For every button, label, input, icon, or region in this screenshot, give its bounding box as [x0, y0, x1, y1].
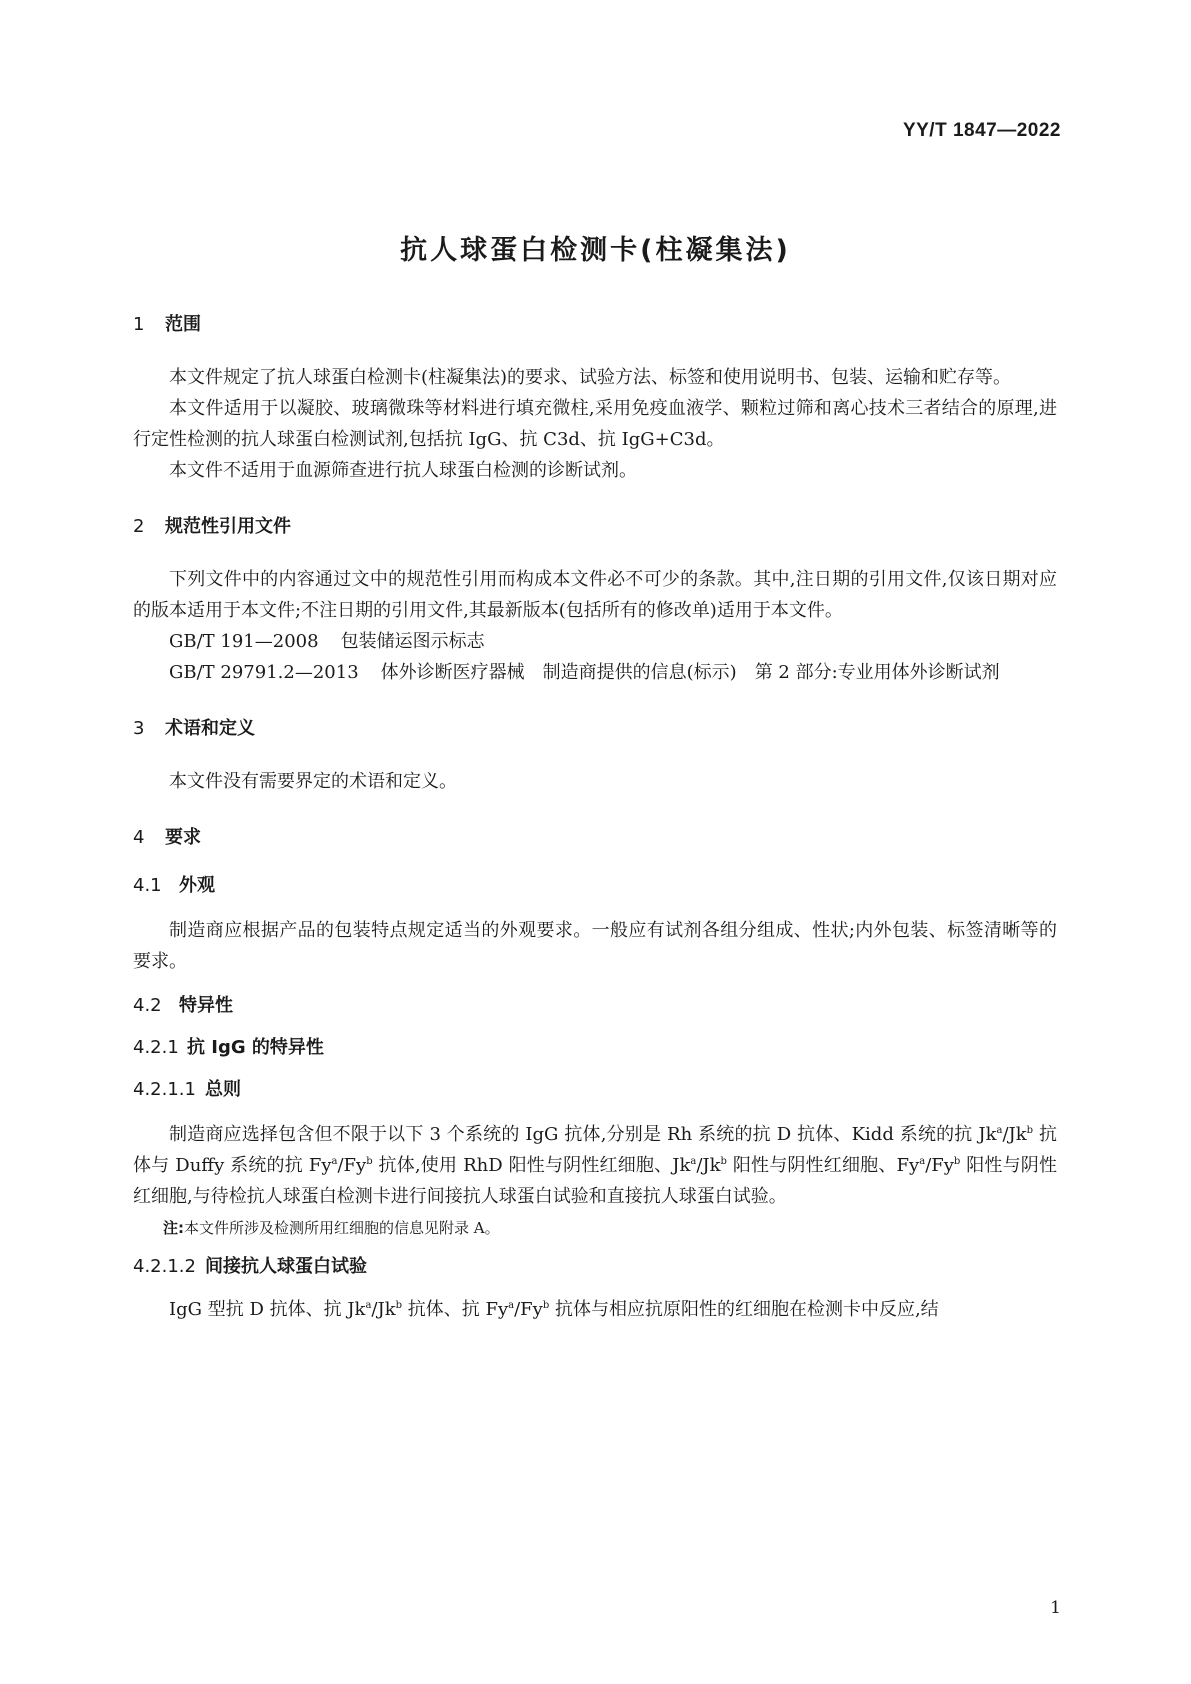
paragraph: 本文件不适用于血源筛查进行抗人球蛋白检测的诊断试剂。 — [169, 460, 637, 481]
reference-title: 体外诊断医疗器械 制造商提供的信息(标示) 第 2 部分:专业用体外诊断试剂 — [380, 662, 1000, 683]
reference-title: 包装储运图示标志 — [340, 631, 485, 652]
section-title: 范围 — [165, 314, 201, 335]
section-3-heading — [133, 716, 1057, 742]
section-title: 总则 — [205, 1079, 241, 1100]
paragraph: IgG 型抗 D 抗体、抗 Jk$^a$/Jk$^b$ 抗体、抗 Fy$^a$/Fy$^b$ 抗体与相应抗原阳性的红细胞在检测卡中反应,结 — [169, 1299, 939, 1320]
note-text: 本文件所涉及检测所用红细胞的信息见附录 A。 — [184, 1219, 500, 1237]
normative-reference — [133, 657, 1057, 688]
section-1-heading — [133, 312, 1057, 338]
reference-code: GB/T 191—2008 — [169, 631, 319, 652]
section-title: 特异性 — [179, 995, 233, 1016]
section-4-2-1-heading — [133, 1035, 1057, 1061]
section-4-heading — [133, 825, 1057, 851]
standard-code: YY/T 1847—2022 — [902, 120, 1061, 141]
section-title: 外观 — [179, 875, 215, 896]
section-number: 2 — [133, 516, 145, 537]
section-4-1-heading — [133, 873, 1057, 899]
section-title: 术语和定义 — [165, 718, 255, 739]
normative-reference — [133, 626, 1057, 657]
section-number: 4 — [133, 827, 145, 848]
section-number: 4.2.1 — [133, 1037, 179, 1058]
document-title: 抗人球蛋白检测卡(柱凝集法) — [400, 235, 791, 266]
section-title: 抗 IgG 的特异性 — [187, 1037, 324, 1058]
reference-code: GB/T 29791.2—2013 — [169, 662, 359, 683]
section-4-2-heading — [133, 993, 1057, 1019]
section-4-2-1-2-heading — [133, 1254, 1057, 1280]
section-number: 3 — [133, 718, 145, 739]
paragraph: 本文件没有需要界定的术语和定义。 — [169, 771, 457, 792]
section-number: 4.2.1.2 — [133, 1256, 196, 1277]
section-4-2-1-1-heading — [133, 1077, 1057, 1103]
section-number: 4.1 — [133, 875, 162, 896]
note — [133, 1216, 1057, 1240]
section-number: 1 — [133, 314, 145, 335]
page-number: 1 — [1050, 1598, 1061, 1618]
section-title: 间接抗人球蛋白试验 — [205, 1256, 367, 1277]
paragraph: 本文件适用于以凝胶、玻璃微珠等材料进行填充微柱,采用免疫血液学、颗粒过筛和离心技术三者结合的原理,进行定性检测的抗人球蛋白检测试剂,包括抗 IgG、抗 C3d、抗 IgG+C3d。 — [133, 398, 1057, 450]
section-title: 要求 — [165, 827, 201, 848]
section-title: 规范性引用文件 — [165, 516, 291, 537]
section-number: 4.2 — [133, 995, 162, 1016]
paragraph: 制造商应根据产品的包装特点规定适当的外观要求。一般应有试剂各组分组成、性状;内外包装、标签清晰等的要求。 — [133, 920, 1057, 972]
paragraph: 制造商应选择包含但不限于以下 3 个系统的 IgG 抗体,分别是 Rh 系统的抗 D 抗体、Kidd 系统的抗 Jk$^a$/Jk$^b$ 抗体与 Duffy 系统的抗 Fy$^a$/Fy$^b$ 抗体,使用 RhD 阳性与阴性红细胞、Jk$^a$/Jk$^b$ 阳性与阴性红细胞、Fy$^a$/Fy$^b$ 阳性与阴性红细胞,与待检抗人球蛋白检测卡进行间接抗人球蛋白试验和直接抗人球蛋白试验。 — [133, 1124, 1057, 1207]
paragraph: 本文件规定了抗人球蛋白检测卡(柱凝集法)的要求、试验方法、标签和使用说明书、包装、运输和贮存等。 — [169, 367, 1012, 388]
section-2-heading — [133, 514, 1057, 540]
note-label: 注: — [163, 1219, 184, 1237]
paragraph: 下列文件中的内容通过文中的规范性引用而构成本文件必不可少的条款。其中,注日期的引用文件,仅该日期对应的版本适用于本文件;不注日期的引用文件,其最新版本(包括所有的修改单)适用于本文件。 — [133, 569, 1057, 621]
document-body — [133, 312, 1057, 1325]
section-number: 4.2.1.1 — [133, 1079, 196, 1100]
